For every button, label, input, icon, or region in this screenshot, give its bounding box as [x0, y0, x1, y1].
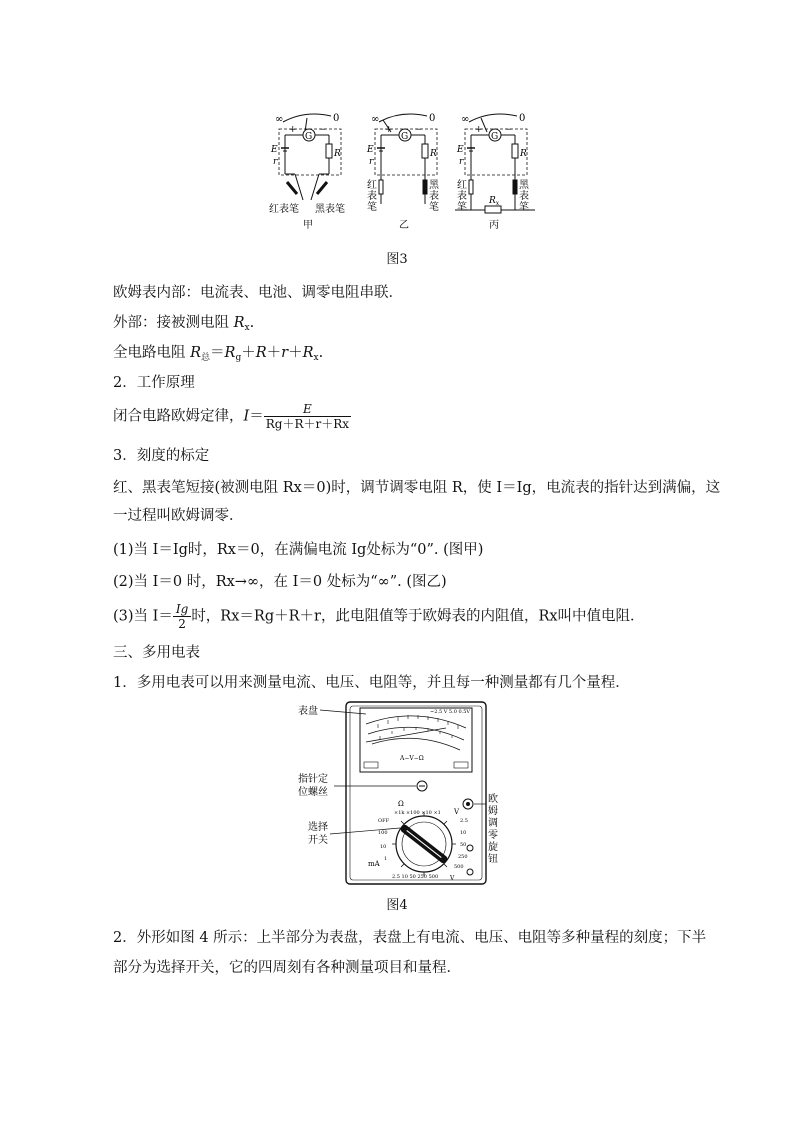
right-range-10: 10: [460, 830, 467, 836]
minus-label-b: −: [415, 125, 423, 135]
knob-callout-3: 调: [488, 818, 498, 829]
r-label-c: r: [459, 157, 464, 167]
calibration-item-1: (1)当 I＝Ig时，Rx＝0，在满偏电流 Ig处标为“0”. (图甲): [113, 542, 484, 558]
emf-label-b: E: [367, 145, 374, 155]
black-pen-label-c1: 黑: [519, 180, 529, 191]
red-pen-label-b1: 红: [367, 180, 377, 191]
switch-callout-2: 开关: [308, 835, 328, 846]
right-range-500: 500: [454, 864, 464, 870]
zero-label-c: 0: [519, 113, 526, 124]
bottom-ranges: 2.5 10 50 250 500: [392, 874, 439, 880]
calibration-line-2: 一过程叫欧姆调零．: [113, 508, 244, 524]
knob-callout-5: 旋: [488, 842, 498, 853]
v-unit-bottom: V: [450, 875, 455, 882]
black-pen-label-b2: 表: [429, 191, 439, 202]
R-label-c: R: [520, 149, 527, 159]
left-range-off: OFF: [378, 818, 390, 824]
internal-composition: 欧姆表内部：电流表、电池、调零电阻串联．: [113, 285, 403, 301]
red-pen-label-b3: 笔: [367, 202, 377, 213]
dial-callout: 表盘: [298, 706, 318, 717]
zero-label-a: 0: [333, 113, 340, 124]
half-current-fraction: $\frac{Ig}{2}$: [173, 602, 191, 631]
section-working-principle: 2．工作原理: [113, 375, 195, 391]
left-range-1: 1: [384, 856, 388, 862]
multimeter-line-2a: 2．外形如图 4 所示：上半部分为表盘，表盘上有电流、电压、电阻等多种量程的刻度；下半: [113, 930, 707, 946]
screw-callout-1: 指针定: [298, 774, 328, 785]
knob-callout-2: 姆: [488, 806, 498, 817]
circuit-b: [366, 113, 440, 231]
red-pen-label-c1: 红: [457, 180, 467, 191]
screw-callout-2: 位螺丝: [298, 787, 328, 798]
black-pen-label-b3: 笔: [429, 202, 439, 213]
right-range-2-5: 2.5: [460, 818, 468, 824]
external-composition: 外部：接被测电阻 $R_x$.: [113, 315, 255, 333]
ohm-law-formula: 闭合电路欧姆定律，I＝ $\frac{E}{Rg+R+r+Rx}$: [113, 402, 350, 431]
right-range-50: 50: [460, 842, 467, 848]
left-range-10: 10: [380, 844, 387, 850]
figure-3-caption: 图3: [386, 252, 408, 267]
circuit-a: [269, 113, 345, 231]
black-pen-label-a: 黑表笔: [315, 204, 345, 215]
black-pen-label-c2: 表: [519, 191, 529, 202]
calibration-item-2: (2)当 I＝0 时，Rx→∞，在 I＝0 处标为“∞”. (图乙): [113, 574, 447, 590]
figure-4-multimeter: [296, 698, 506, 890]
selector-switch[interactable]: [392, 812, 456, 876]
dial-scale-label: A−V−Ω: [400, 755, 424, 762]
left-range-100: 100: [378, 830, 388, 836]
dial-top-right-mark: ~2.5 V 5.0 0.5V: [430, 709, 471, 715]
v-unit-top: V: [454, 808, 460, 816]
ma-unit: mA: [368, 860, 380, 868]
plus-label-b: +: [385, 125, 393, 135]
r-label-b: r: [369, 157, 374, 167]
rx-label-c: $R_x$: [489, 196, 500, 207]
galvanometer-c: G: [491, 132, 499, 142]
minus-label-a: −: [319, 125, 327, 135]
law-text: 闭合电路欧姆定律，: [113, 408, 244, 425]
switch-callout-1: 选择: [308, 822, 328, 833]
omega-ranges: ×1k ×100 ×10 ×1: [394, 810, 441, 816]
knob-callout-6: 钮: [488, 854, 498, 865]
calibration-line-1: 红、黑表笔短接(被测电阻 Rx＝0)时，调节调零电阻 R，使 I＝Ig，电流表的指针达到满偏，这: [113, 480, 721, 496]
emf-label-a: E: [271, 145, 278, 155]
inf-label-a: ∞: [275, 114, 284, 125]
red-pen-label-c3: 笔: [457, 202, 467, 213]
total-text: 全电路电阻: [113, 345, 191, 361]
emf-label-c: E: [457, 145, 464, 155]
law-fraction: $\frac{E}{Rg+R+r+Rx}$: [265, 402, 350, 431]
knob-callout-1: 欧: [488, 794, 498, 805]
zero-label-b: 0: [429, 113, 436, 124]
external-text: 外部：接被测电阻: [113, 315, 234, 331]
circuit-c: [455, 113, 535, 231]
calibration-item-3: (3)当 I＝ $\frac{Ig}{2}$ 时，Rx＝Rg＋R＋r，此电阻值等于欧姆表的内阻值，Rx叫中值电阻．: [113, 602, 645, 631]
plus-label-c: +: [475, 125, 483, 135]
section-multimeter: 三、多用电表: [113, 645, 200, 661]
jack-icon[interactable]: [467, 869, 473, 875]
red-pen-label-a: 红表笔: [269, 204, 299, 215]
black-pen-label-b1: 黑: [429, 180, 439, 191]
omega-unit: Ω: [398, 800, 404, 808]
circuit-label-c: 丙: [489, 220, 499, 231]
knob-callout-4: 零: [488, 830, 498, 841]
inf-label-b: ∞: [371, 114, 380, 125]
galvanometer-a: G: [305, 132, 313, 142]
R-label-a: R: [334, 149, 341, 159]
R-label-b: R: [430, 149, 437, 159]
figure-4-caption: 图4: [386, 898, 408, 913]
figure-3-circuits: [265, 104, 535, 236]
total-resistance: 全电路电阻 $R_总=R_g+R+r+R_x$.: [113, 345, 324, 363]
circuit-label-a: 甲: [303, 220, 313, 231]
red-pen-label-c2: 表: [457, 191, 467, 202]
plus-label-a: +: [289, 125, 297, 135]
circuit-label-b: 乙: [399, 220, 409, 231]
red-pen-label-b2: 表: [367, 191, 377, 202]
minus-label-c: −: [505, 125, 513, 135]
section-calibration: 3．刻度的标定: [113, 448, 210, 464]
multimeter-line-2b: 部分为选择开关，它的四周刻有各种测量项目和量程．: [113, 960, 461, 976]
black-pen-label-c3: 笔: [519, 202, 529, 213]
r-label-a: r: [273, 157, 278, 167]
inf-label-c: ∞: [461, 114, 470, 125]
jack-icon[interactable]: [467, 845, 473, 851]
multimeter-line-1: 1．多用电表可以用来测量电流、电压、电阻等，并且每一种测量都有几个量程．: [113, 675, 630, 691]
right-range-250: 250: [458, 854, 468, 860]
galvanometer-b: G: [401, 132, 409, 142]
